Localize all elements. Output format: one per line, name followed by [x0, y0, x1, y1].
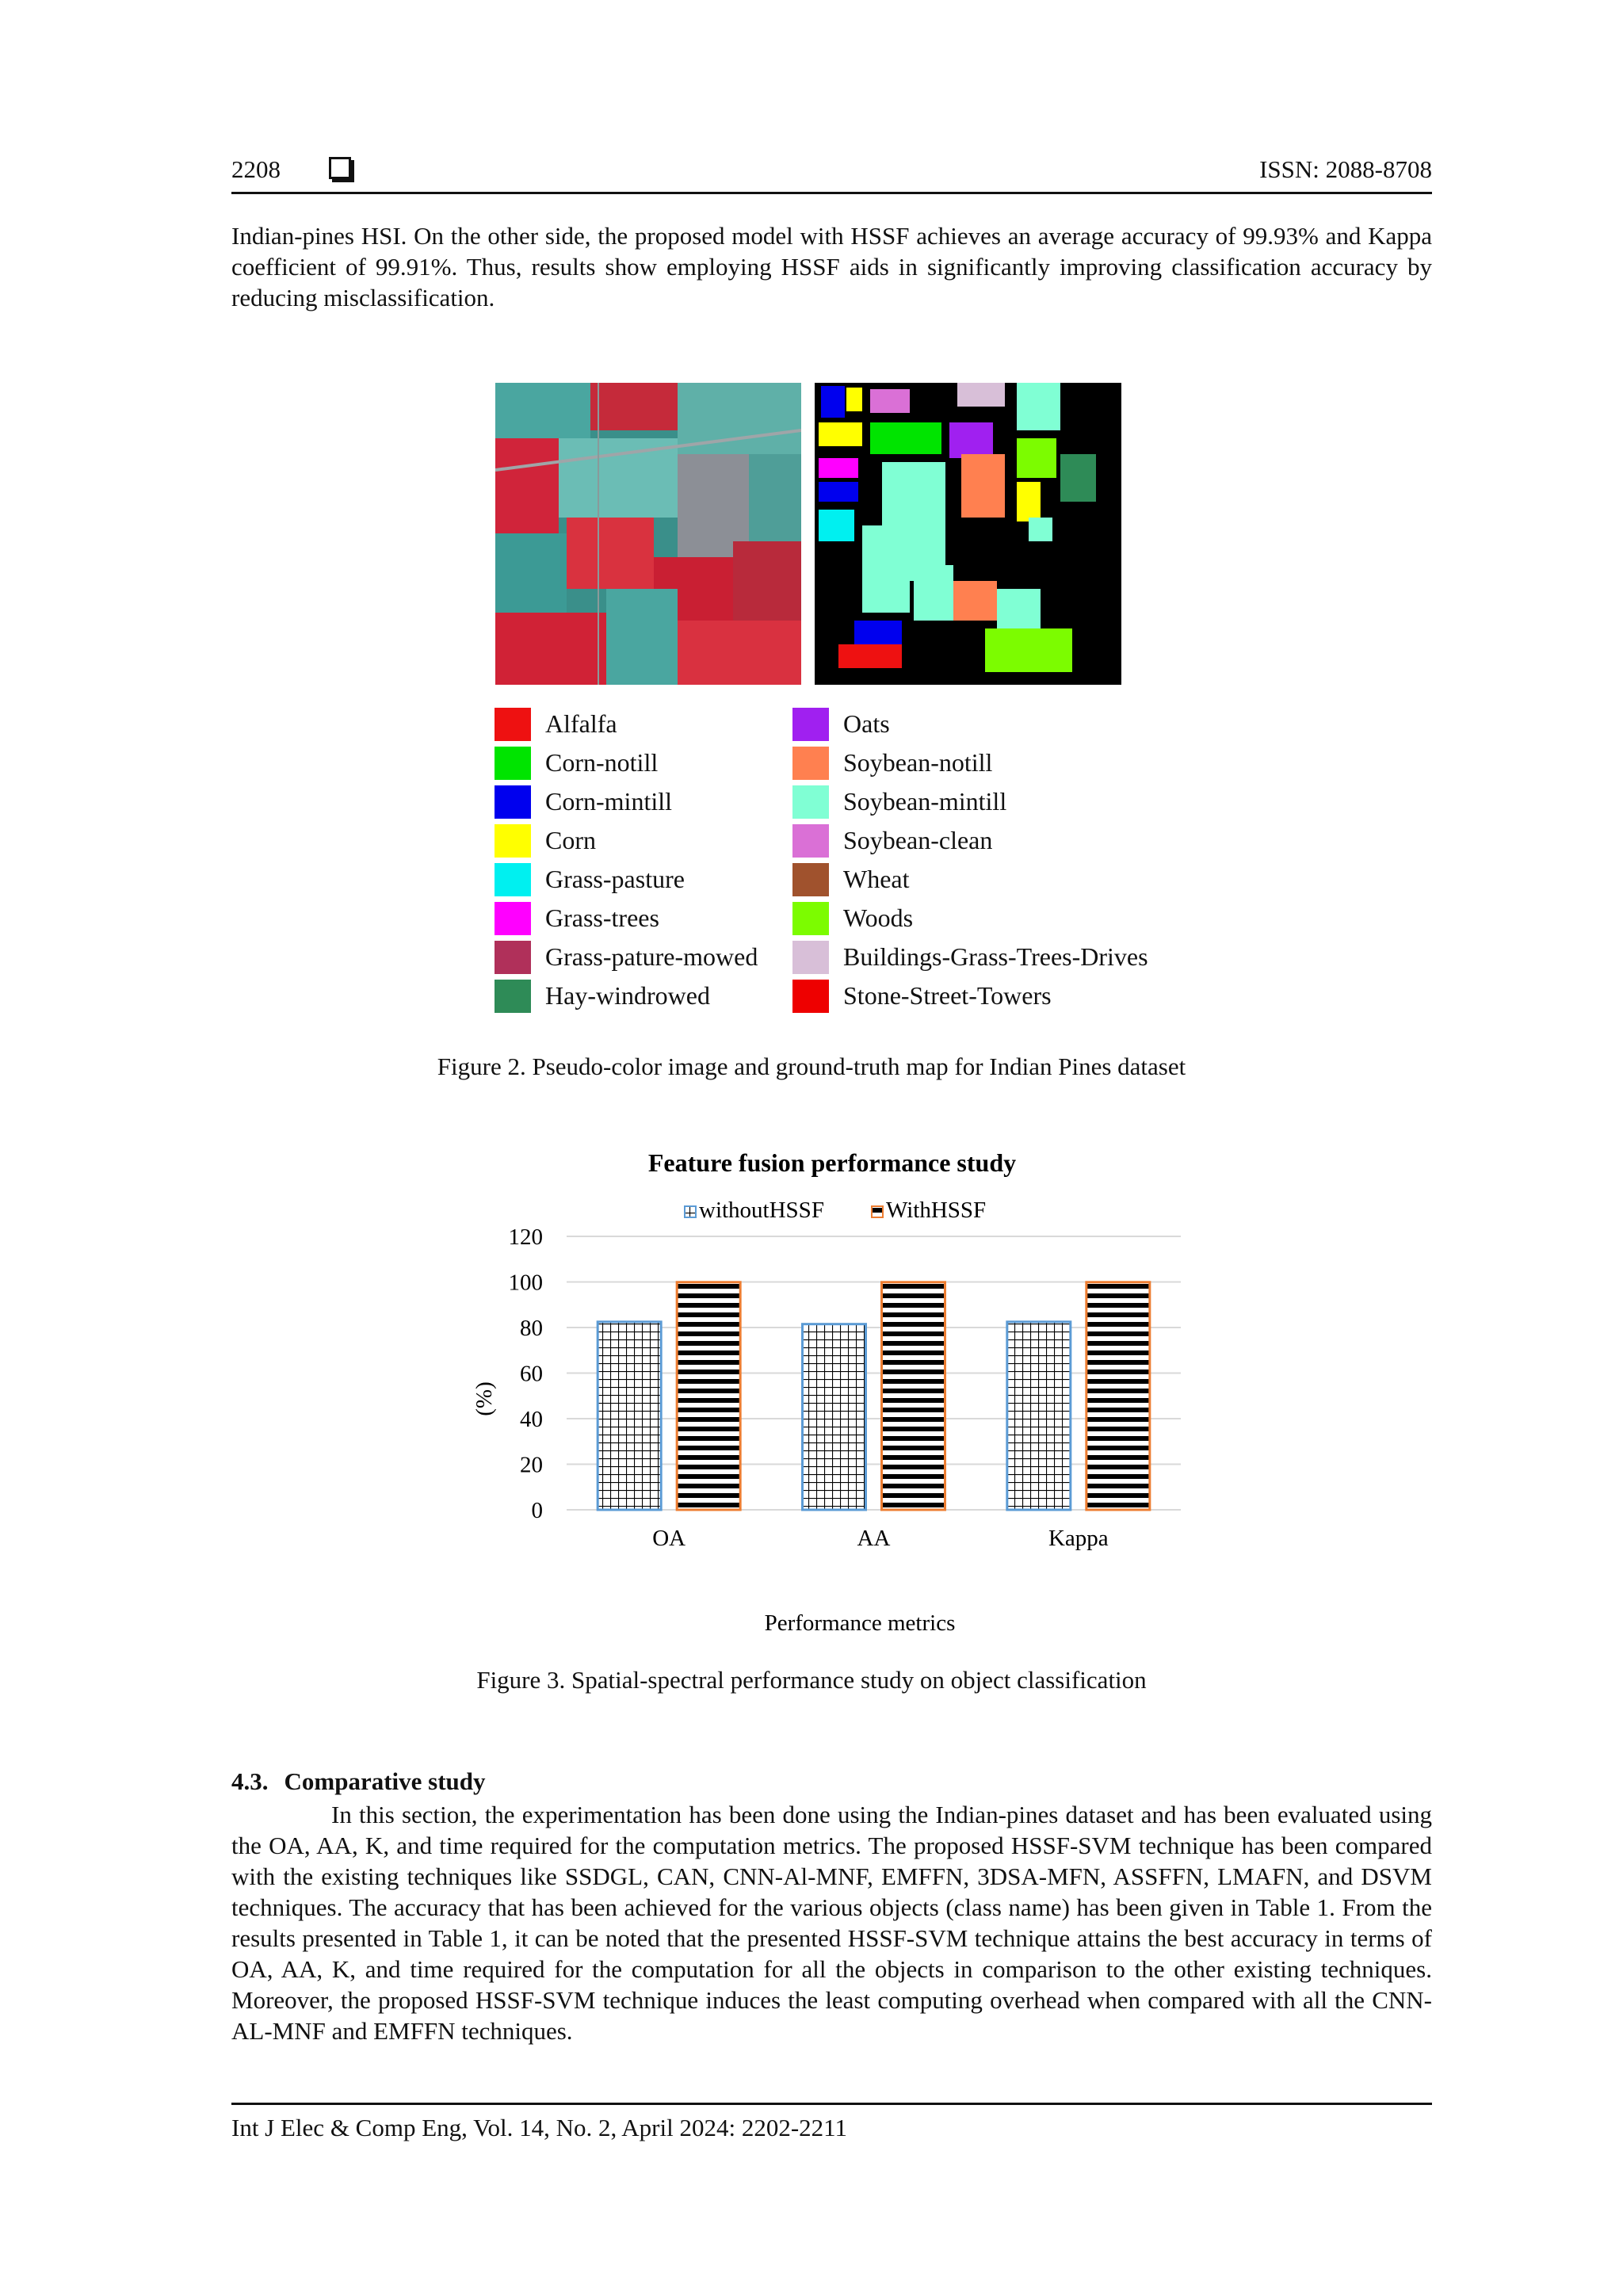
x-tick-labels [652, 1526, 1109, 1551]
chart-title: Feature fusion performance study [647, 1148, 1017, 1177]
legend-right [792, 705, 1148, 1015]
legend-label: Grass-pasture [545, 865, 685, 893]
legend-item [495, 860, 758, 899]
legend-item [792, 938, 1148, 976]
legend-label: Soybean-mintill [843, 787, 1007, 816]
bar-withoutHSSF-AA [803, 1324, 866, 1510]
legend-swatch [792, 708, 829, 741]
x-tick-label: OA [652, 1526, 686, 1551]
pseudo-color-image [495, 383, 801, 685]
legend-item [792, 976, 1148, 1015]
footer-citation: Int J Elec & Comp Eng, Vol. 14, No. 2, April 2024: 2202-2211 [231, 2114, 847, 2141]
legend-swatch [792, 980, 829, 1013]
figure2-caption: Figure 2. Pseudo-color image and ground-truth map for Indian Pines dataset [437, 1052, 1186, 1080]
legend-swatch [792, 941, 829, 974]
y-tick-label: 100 [508, 1270, 543, 1296]
bar-WithHSSF-Kappa [1086, 1282, 1150, 1510]
legend-label: Grass-trees [545, 904, 659, 932]
y-tick-label: 0 [531, 1498, 543, 1523]
y-tick-labels [509, 1224, 544, 1523]
ground-truth-map [815, 383, 1121, 685]
legend-label: Oats [843, 709, 890, 738]
legend-label: Grass-pature-mowed [545, 942, 758, 971]
legend-item [792, 705, 1148, 743]
bar-WithHSSF-AA [882, 1282, 945, 1510]
y-tick-label: 60 [520, 1361, 543, 1387]
legend-swatch [792, 902, 829, 935]
bar-chart [444, 1141, 1205, 1648]
footer-rule [231, 2103, 1432, 2105]
legend-swatch [495, 747, 531, 780]
bars [598, 1282, 1150, 1510]
legend-swatch [495, 785, 531, 819]
legend-item [495, 782, 758, 821]
legend-item [792, 782, 1148, 821]
legend-item [495, 976, 758, 1015]
legend-item [495, 743, 758, 782]
bar-withoutHSSF-Kappa [1007, 1322, 1071, 1510]
legend-label: Hay-windrowed [545, 981, 710, 1010]
legend-item [495, 705, 758, 743]
legend-swatch [792, 824, 829, 858]
legend-item [792, 899, 1148, 938]
bar-WithHSSF-OA [677, 1282, 740, 1510]
section-title: Comparative study [284, 1767, 486, 1795]
legend-label: Soybean-notill [843, 748, 993, 777]
chart-legend [685, 1198, 986, 1223]
y-tick-label: 80 [520, 1316, 543, 1341]
legend-swatch [792, 785, 829, 819]
legend-label: Soybean-clean [843, 826, 993, 854]
legend-label: Alfalfa [545, 709, 617, 738]
section-text: In this section, the experimentation has been done using the Indian-pines dataset and has been evaluated using the OA, AA, K, and time required for the computation metrics. The proposed HSSF-SVM technique has been compared with the existing techniques like SSDGL, CAN, CNN-Al-MNF, EMFFN, 3DSA-MFN, ASSFFN, LMAFN, and DSVM techniques. The accuracy that has been achieved for the various objects (class name) has been given in Table 1. From the results presented in Table 1, it can be noted that the presented HSSF-SVM technique attains the best accuracy in terms of OA, AA, K, and time required for the computation for all the objects in comparison to the other existing techniques. Moreover, the proposed HSSF-SVM technique induces the least computing overhead when compared with all the CNN-AL-MNF and EMFFN techniques. [231, 1801, 1432, 2045]
header-rule [231, 192, 1432, 194]
intro-text: Indian-pines HSI. On the other side, the proposed model with HSSF achieves an average accuracy of 99.93% and Kappa coefficient of 99.91%. Thus, results show employing HSSF aids in significantly improving classification accuracy by reducing misclassification. [231, 222, 1432, 311]
legend-label: Stone-Street-Towers [843, 981, 1052, 1010]
legend-item [792, 743, 1148, 782]
legend-label-with: WithHSSF [886, 1198, 987, 1223]
legend-label-without: withoutHSSF [699, 1198, 824, 1223]
section-heading [231, 1767, 486, 1796]
legend-swatch [495, 902, 531, 935]
legend-swatch-without [685, 1206, 696, 1217]
y-tick-label: 20 [520, 1452, 543, 1478]
legend-swatch [792, 747, 829, 780]
legend-swatch [495, 863, 531, 896]
y-tick-label: 120 [508, 1224, 543, 1250]
legend-item [792, 821, 1148, 860]
issn: ISSN: 2088-8708 [1259, 155, 1432, 183]
x-tick-label: Kappa [1048, 1526, 1109, 1551]
legend-label: Woods [843, 904, 914, 932]
legend-left [495, 705, 758, 1015]
legend-label: Corn-mintill [545, 787, 672, 816]
legend-swatch [495, 980, 531, 1013]
y-axis-label: (%) [472, 1381, 497, 1416]
legend-swatch [495, 824, 531, 858]
legend-swatch [495, 941, 531, 974]
bar-withoutHSSF-OA [598, 1322, 661, 1510]
legend-item [495, 899, 758, 938]
box-icon [329, 157, 351, 179]
legend-label: Corn [545, 826, 596, 854]
legend-swatch [495, 708, 531, 741]
figure3-caption: Figure 3. Spatial-spectral performance study on object classification [476, 1666, 1147, 1694]
legend-label: Corn-notill [545, 748, 659, 777]
legend-swatch [792, 863, 829, 896]
section-body [231, 1799, 1432, 2046]
x-tick-label: AA [857, 1526, 891, 1551]
intro-paragraph [231, 220, 1432, 313]
legend-label: Buildings-Grass-Trees-Drives [843, 942, 1148, 971]
page-number: 2208 [231, 155, 281, 183]
x-axis-label: Performance metrics [764, 1610, 956, 1636]
legend-item [792, 860, 1148, 899]
legend-item [495, 938, 758, 976]
legend-label: Wheat [843, 865, 910, 893]
y-tick-label: 40 [520, 1407, 543, 1432]
legend-item [495, 821, 758, 860]
legend-swatch-with [872, 1206, 883, 1217]
section-number: 4.3. [231, 1767, 269, 1795]
